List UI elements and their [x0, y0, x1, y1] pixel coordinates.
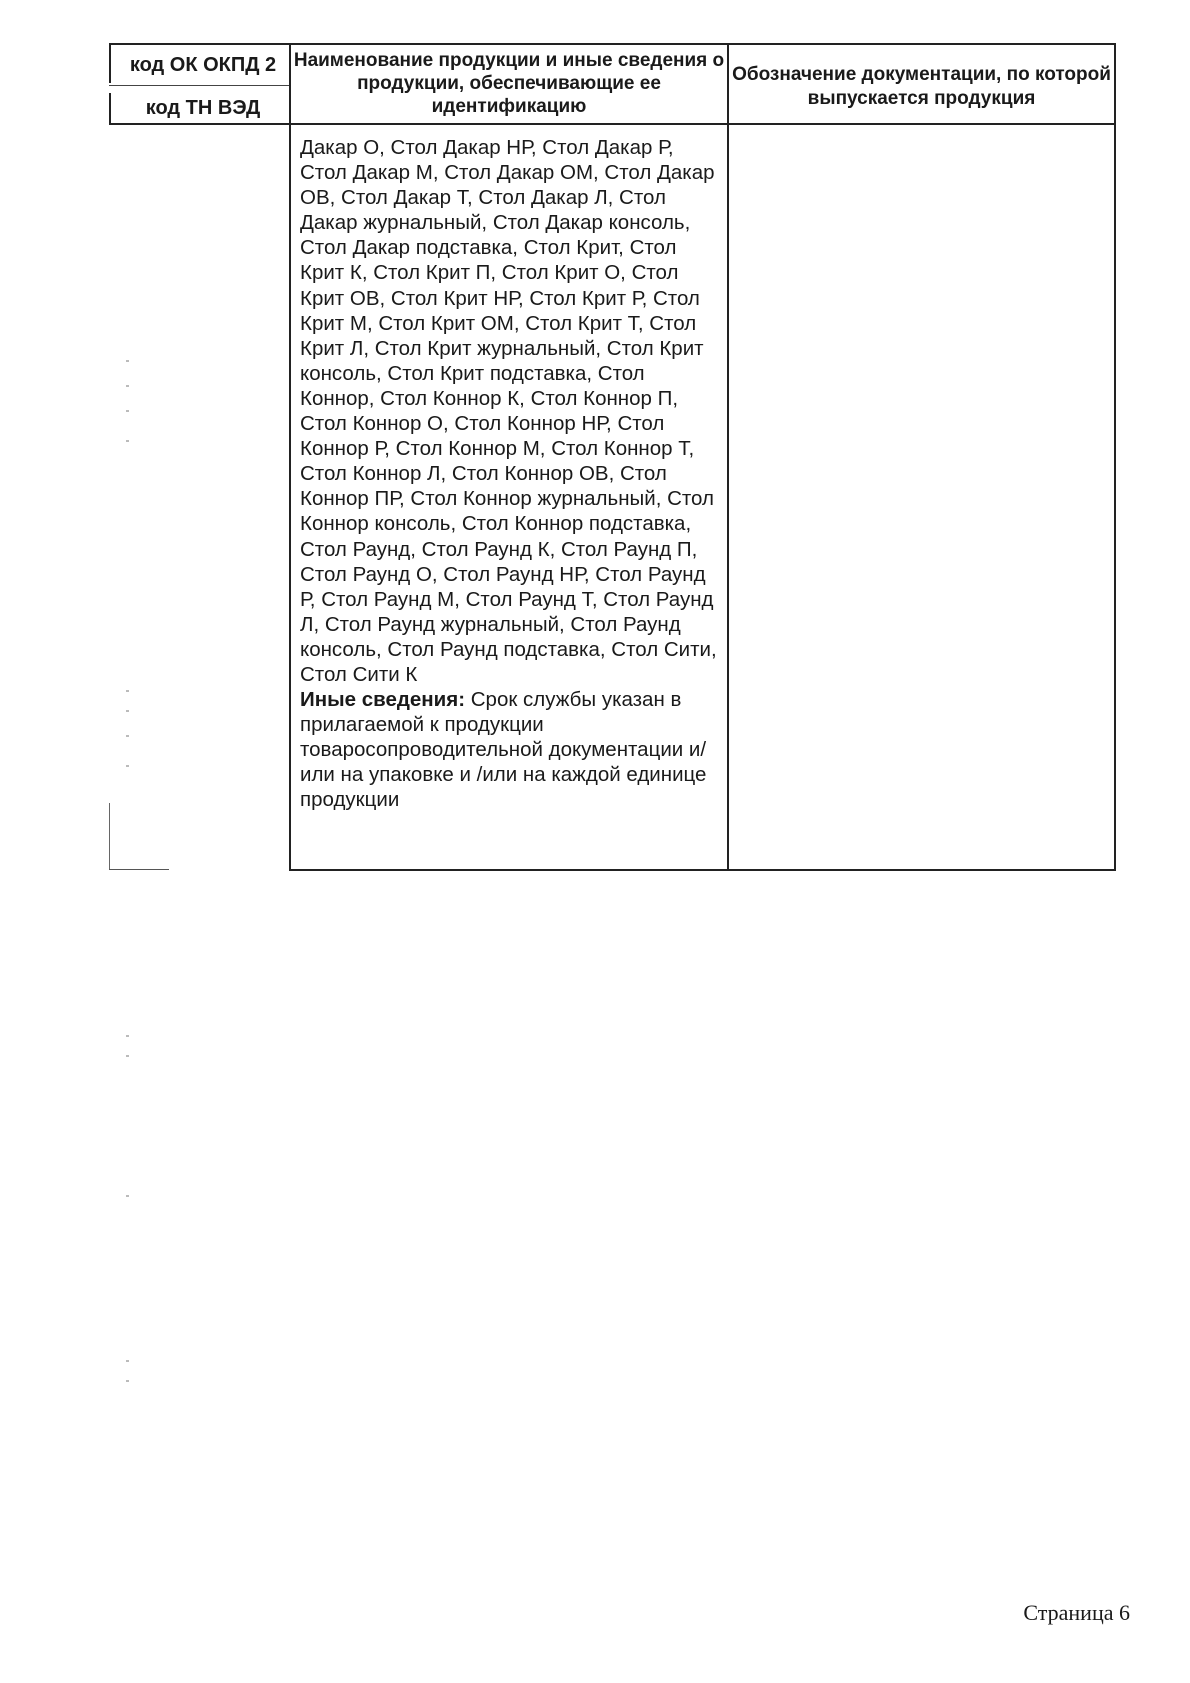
scan-artifact — [126, 410, 129, 412]
product-list-text: Дакар О, Стол Дакар НР, Стол Дакар Р, Стол Дакар М, Стол Дакар ОМ, Стол Дакар ОВ, Стол Дакар Т, Стол Дакар Л, Стол Дакар журнальный, Стол Дакар консоль, Стол Дакар подставка, Стол Крит, Стол Крит К, Стол Крит П, Стол Крит О, Стол Крит ОВ, Стол Крит НР, Стол Крит Р, Стол Крит М, Стол Крит ОМ, Стол Крит Т, Стол Крит Л, Стол Крит журнальный, Стол Крит консоль, Стол Крит подставка, Стол Коннор, Стол Коннор К, Стол Коннор П, Стол Коннор О, Стол Коннор НР, Стол Коннор Р, Стол Коннор М, Стол Коннор Т, Стол Коннор Л, Стол Коннор ОВ, Стол Коннор ПР, Стол Коннор журнальный, Стол Коннор консоль, Стол Коннор подставка, Стол Раунд, Стол Раунд К, Стол Раунд П, Стол Раунд О, Стол Раунд НР, Стол Раунд Р, Стол Раунд М, Стол Раунд Т, Стол Раунд Л, Стол Раунд журнальный, Стол Раунд консоль, Стол Раунд подставка, Стол Сити, Стол Сити К — [300, 136, 717, 686]
header-code-okpd: код ОК ОКПД 2 — [129, 54, 277, 76]
scan-artifact — [126, 735, 129, 737]
table-border-bottom — [289, 869, 1116, 871]
table-border-right — [1114, 43, 1116, 871]
table-border-left-bottom — [109, 803, 110, 869]
scan-artifact — [126, 360, 129, 362]
scan-artifact — [126, 385, 129, 387]
scan-artifact — [126, 710, 129, 712]
column-divider-1 — [289, 43, 291, 871]
header-code-tnved: код ТН ВЭД — [145, 97, 261, 119]
scan-artifact — [126, 1360, 129, 1362]
code-header-divider — [109, 85, 289, 86]
table-header-divider — [109, 123, 1116, 125]
scan-artifact — [126, 1195, 129, 1197]
scan-artifact — [126, 440, 129, 442]
page-number: Страница 6 — [1023, 1600, 1130, 1625]
other-info-text: Срок службы указан в прилагаемой к продукции товаросопроводительной документации и/или на упаковке и /или на каждой единице продукции — [300, 688, 707, 812]
product-description-cell — [300, 135, 724, 813]
table-border-bottom-left — [109, 869, 169, 870]
scan-artifact — [126, 1055, 129, 1057]
product-table — [109, 43, 1116, 871]
scan-artifact — [126, 1380, 129, 1382]
table-border-top — [109, 43, 1116, 45]
header-product-name: Наименование продукции и иные сведения о продукции, обеспечивающие ее идентификацию — [293, 50, 725, 117]
scan-artifact — [126, 1035, 129, 1037]
table-border-left-top — [109, 43, 111, 83]
column-divider-2 — [727, 43, 729, 871]
scan-artifact — [126, 765, 129, 767]
header-documentation: Обозначение документации, по которой выпускается продукция — [732, 64, 1111, 109]
table-border-left-mid — [109, 93, 111, 125]
other-info-label: Иные сведения: — [300, 688, 466, 712]
scan-artifact — [126, 690, 129, 692]
